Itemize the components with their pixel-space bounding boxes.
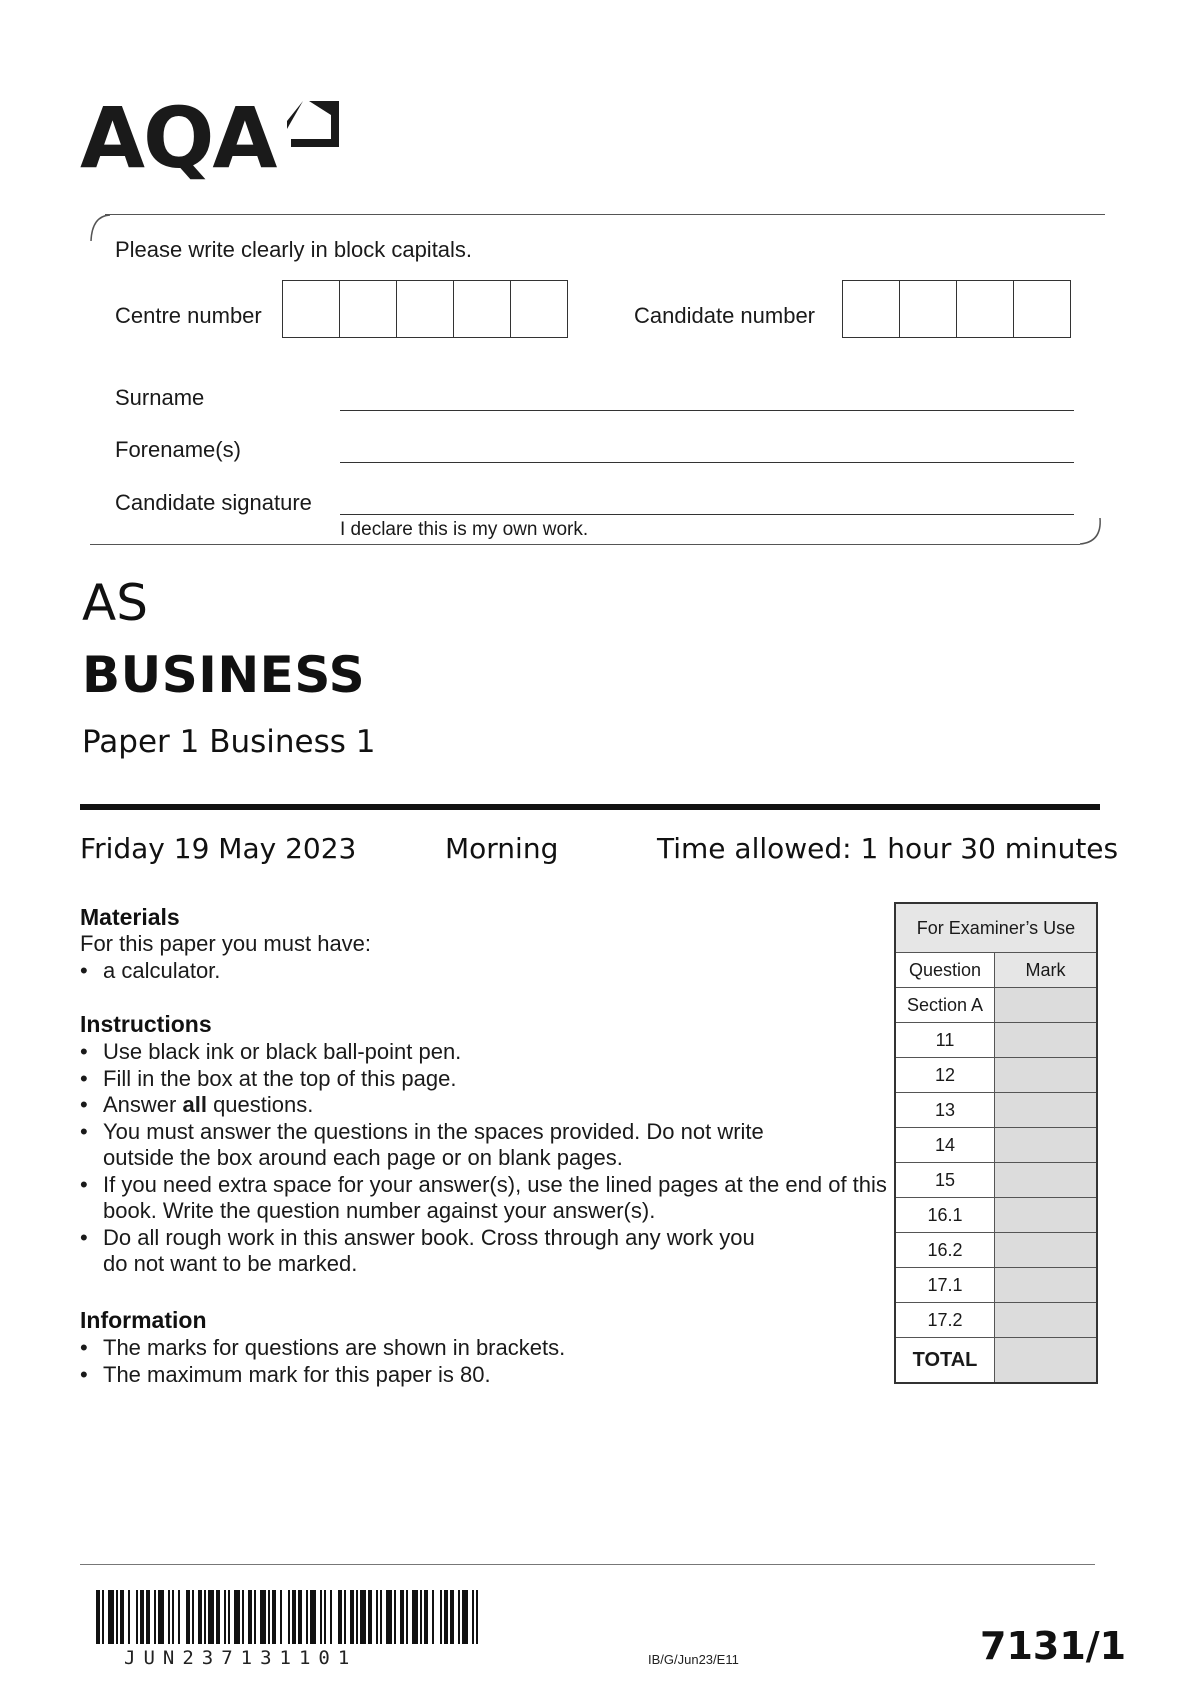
forenames-field[interactable] (340, 462, 1074, 463)
mark-cell (995, 1198, 1096, 1232)
document-reference: IB/G/Jun23/E11 (648, 1652, 739, 1667)
mark-column-header: Mark (995, 953, 1096, 987)
mark-cell (995, 1303, 1096, 1337)
list-item: • The marks for questions are shown in brackets. (80, 1335, 880, 1362)
table-row (896, 988, 1096, 1023)
instructions-list (80, 1039, 887, 1278)
materials-intro: For this paper you must have: (80, 931, 372, 956)
question-cell: 14 (896, 1128, 995, 1162)
table-row (896, 1198, 1096, 1233)
candidate-number-digit-box[interactable] (957, 281, 1014, 337)
aqa-logo-mark-icon (283, 95, 341, 153)
centre-number-digit-box[interactable] (283, 281, 340, 337)
question-cell: 12 (896, 1058, 995, 1092)
list-item: • Answer all questions. (80, 1092, 880, 1119)
paper-title: Paper 1 Business 1 (82, 724, 376, 760)
candidate-number-digit-box[interactable] (843, 281, 900, 337)
question-cell: 13 (896, 1093, 995, 1127)
table-row (896, 1268, 1096, 1303)
total-row (896, 1338, 1096, 1382)
form-corner-top-left (88, 214, 112, 242)
paper-code: 7131/1 (980, 1624, 1127, 1668)
examiner-use-table (894, 902, 1098, 1384)
centre-number-digit-box[interactable] (340, 281, 397, 337)
question-cell: 16.1 (896, 1198, 995, 1232)
mark-cell (995, 1163, 1096, 1197)
form-corner-bottom-right (1078, 516, 1106, 546)
time-allowed: Time allowed: 1 hour 30 minutes (657, 832, 1119, 865)
mark-cell (995, 1128, 1096, 1162)
table-row (896, 1093, 1096, 1128)
centre-number-label: Centre number (115, 303, 262, 328)
candidate-number-boxes[interactable] (842, 280, 1071, 338)
candidate-number-digit-box[interactable] (1014, 281, 1070, 337)
information-list (80, 1335, 880, 1388)
table-row (896, 1058, 1096, 1093)
list-item: • a calculator. (80, 958, 880, 985)
materials-list (80, 958, 880, 985)
total-mark-cell (995, 1338, 1096, 1382)
aqa-logo-text: AQA (80, 89, 276, 187)
materials-heading: Materials (80, 904, 180, 930)
question-cell: 16.2 (896, 1233, 995, 1267)
mark-cell (995, 1058, 1096, 1092)
question-cell: 17.2 (896, 1303, 995, 1337)
signature-label: Candidate signature (115, 490, 312, 515)
subject-title: BUSINESS (82, 646, 366, 704)
surname-field[interactable] (340, 410, 1074, 411)
question-cell: 11 (896, 1023, 995, 1057)
form-top-rule (105, 214, 1105, 215)
list-item: • You must answer the questions in the spaces provided. Do not write outside the box around each page or on blank pages. (80, 1119, 803, 1172)
list-item: • Use black ink or black ball-point pen. (80, 1039, 880, 1066)
examiner-table-title: For Examiner’s Use (896, 904, 1096, 953)
form-bottom-rule (90, 544, 1080, 545)
table-row (896, 1303, 1096, 1338)
list-item: • Do all rough work in this answer book. Cross through any work you do not want to be marked. (80, 1225, 783, 1278)
title-rule (80, 804, 1100, 810)
list-item: • If you need extra space for your answer(s), use the lined pages at the end of this book. Write the question number against your answer(s). (80, 1172, 893, 1225)
table-row (896, 1163, 1096, 1198)
exam-date: Friday 19 May 2023 (80, 832, 357, 865)
information-heading: Information (80, 1307, 207, 1333)
list-item: • The maximum mark for this paper is 80. (80, 1362, 880, 1389)
qualification-level: AS (82, 574, 148, 632)
question-column-header: Question (896, 953, 995, 987)
mark-cell (995, 1268, 1096, 1302)
table-row (896, 1023, 1096, 1058)
footer-rule (80, 1564, 1095, 1565)
instructions-heading: Instructions (80, 1011, 212, 1037)
total-label: TOTAL (896, 1338, 995, 1382)
barcode-digits: JUN237131101 (124, 1647, 358, 1669)
mark-cell (995, 988, 1096, 1022)
list-item: • Fill in the box at the top of this page. (80, 1066, 880, 1093)
centre-number-digit-box[interactable] (454, 281, 511, 337)
centre-number-boxes[interactable] (282, 280, 568, 338)
forenames-label: Forename(s) (115, 437, 241, 462)
mark-cell (995, 1093, 1096, 1127)
table-row (896, 1233, 1096, 1268)
declaration-text: I declare this is my own work. (340, 519, 589, 540)
mark-cell (995, 1233, 1096, 1267)
question-cell: 15 (896, 1163, 995, 1197)
candidate-number-label: Candidate number (634, 303, 816, 328)
block-capitals-instruction: Please write clearly in block capitals. (115, 237, 473, 262)
table-row (896, 1128, 1096, 1163)
question-cell: 17.1 (896, 1268, 995, 1302)
candidate-number-digit-box[interactable] (900, 281, 957, 337)
signature-field[interactable] (340, 514, 1074, 515)
barcode-icon (96, 1590, 480, 1644)
exam-session: Morning (445, 832, 559, 865)
question-cell: Section A (896, 988, 995, 1022)
examiner-table-header-row (896, 953, 1096, 988)
mark-cell (995, 1023, 1096, 1057)
centre-number-digit-box[interactable] (511, 281, 567, 337)
surname-label: Surname (115, 385, 205, 410)
centre-number-digit-box[interactable] (397, 281, 454, 337)
